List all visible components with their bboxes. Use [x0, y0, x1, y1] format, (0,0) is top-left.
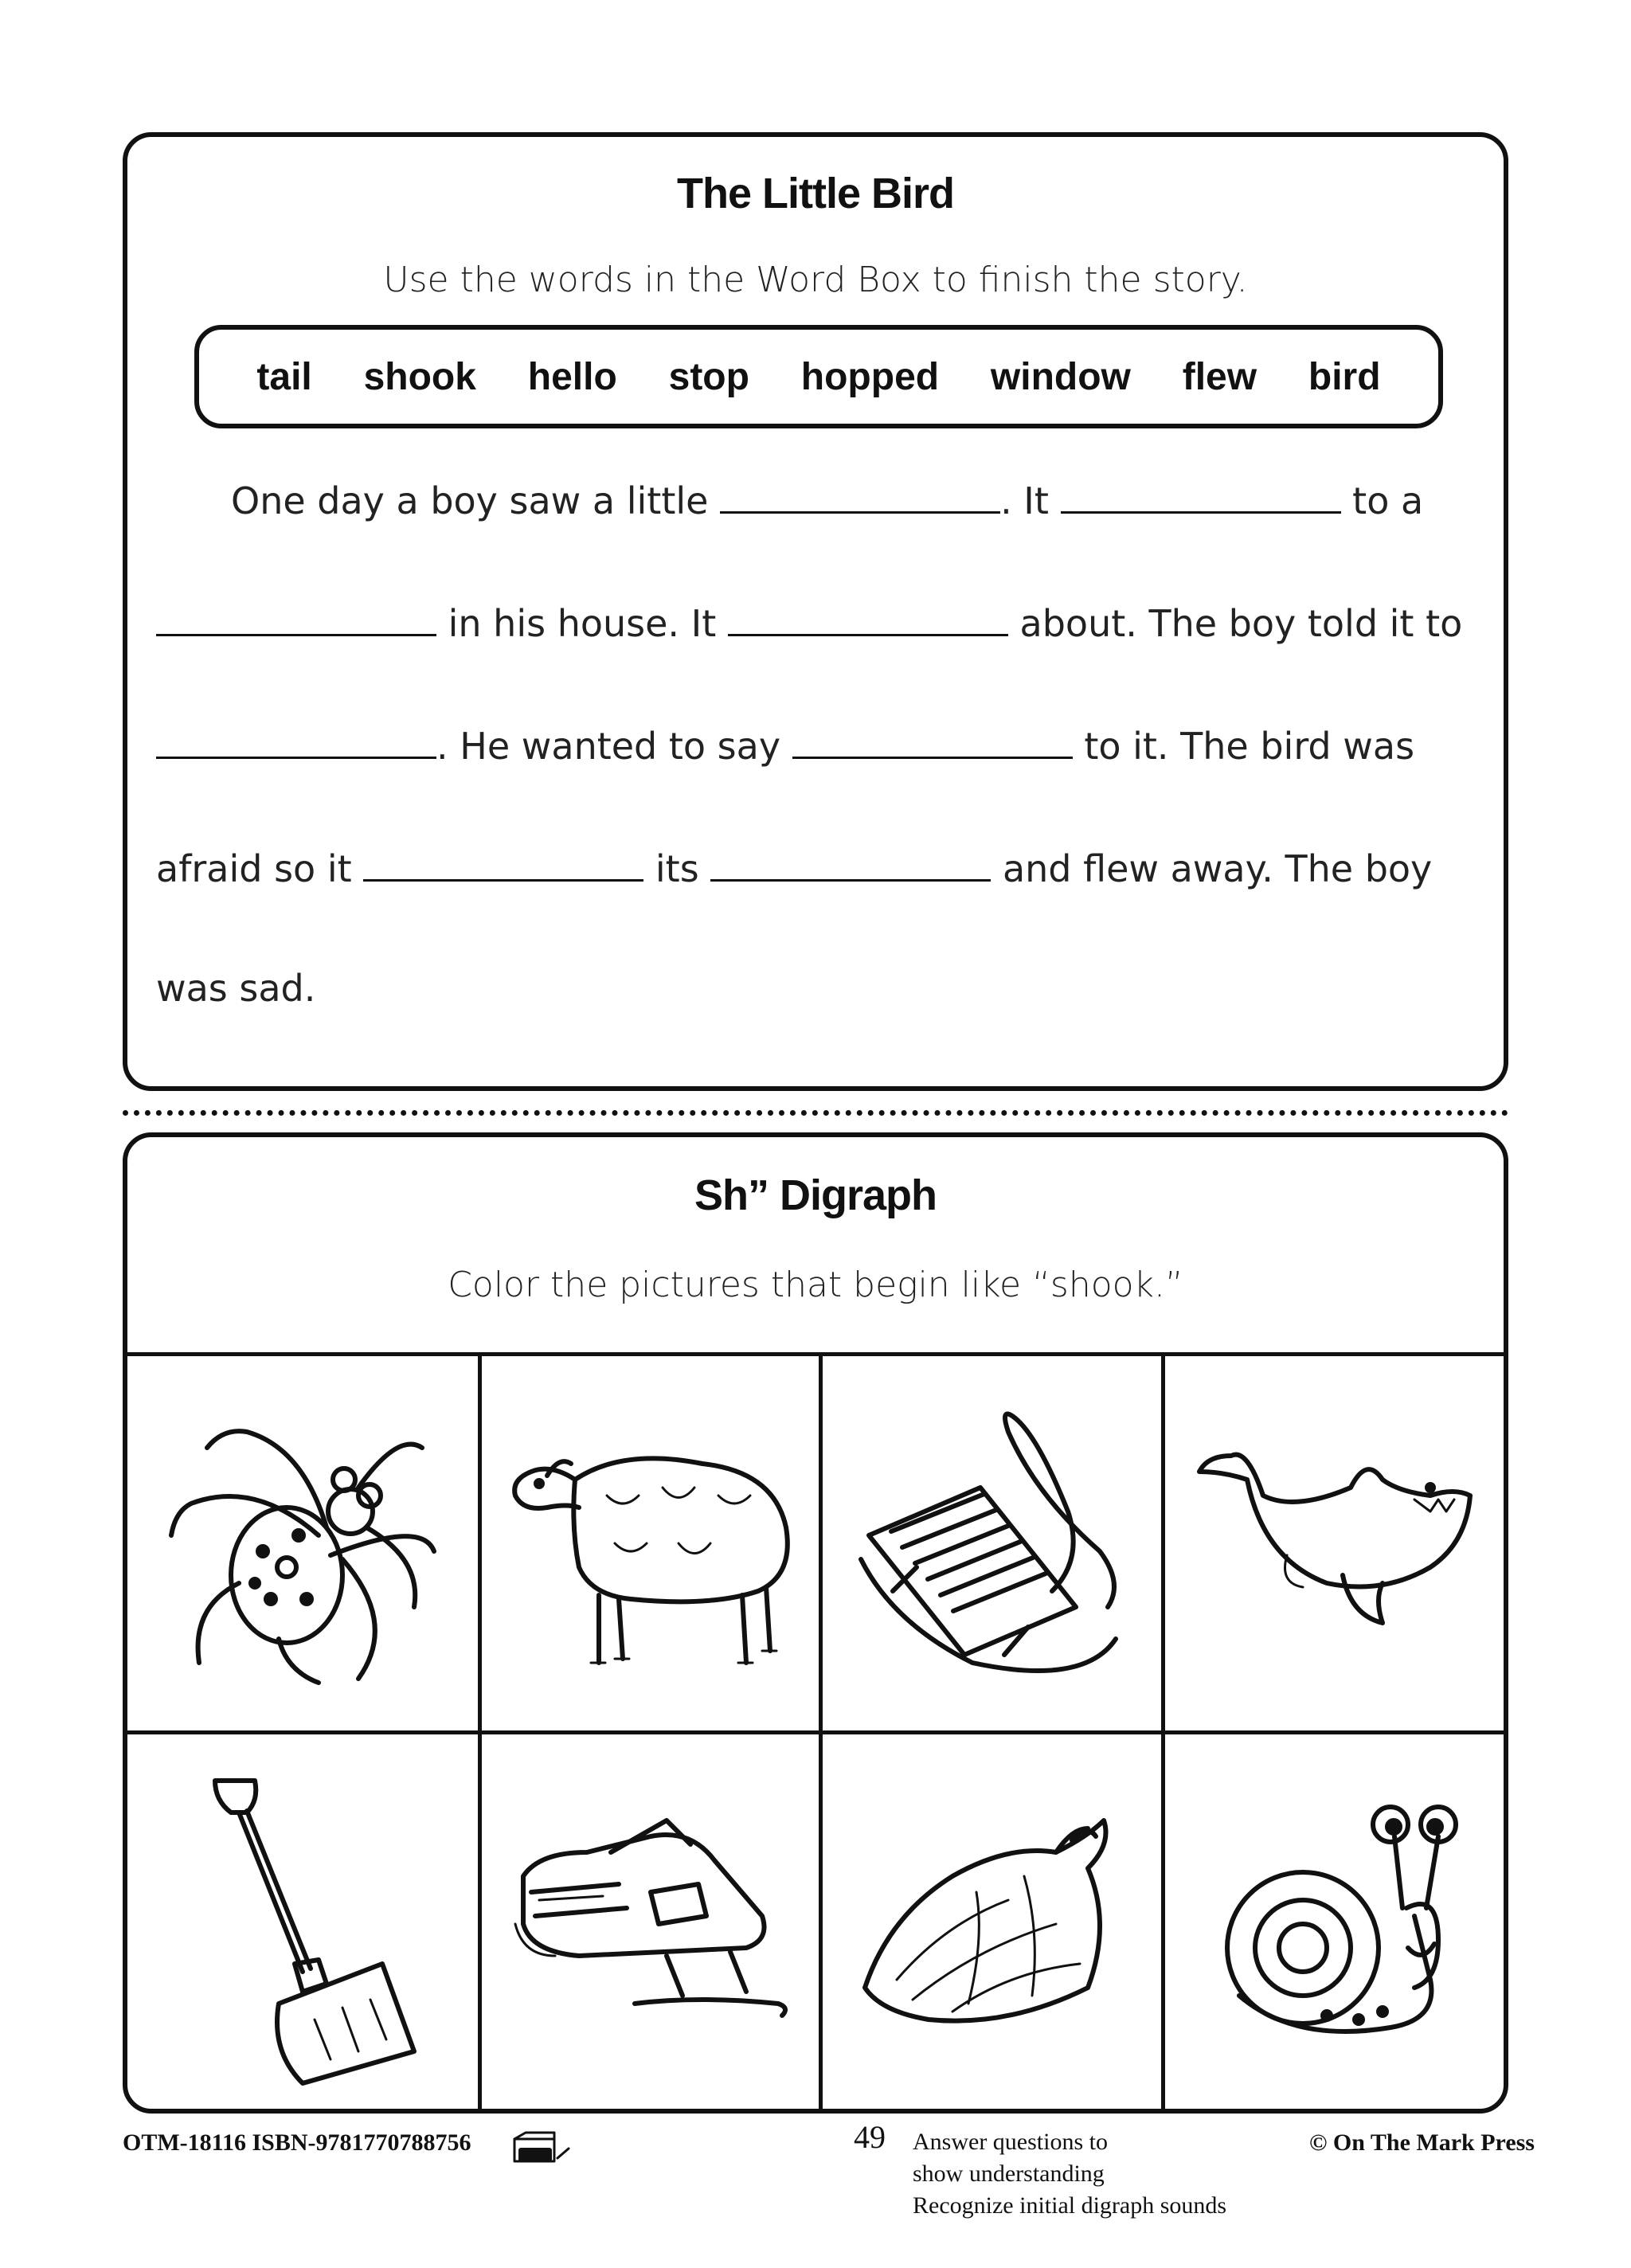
- snowmobile-icon: [507, 1805, 794, 2043]
- story-text: . It: [1000, 479, 1049, 522]
- sheep-icon: [503, 1408, 798, 1679]
- word-box-word: tail: [256, 355, 312, 398]
- dotted-divider: [123, 1110, 1508, 1116]
- story-text: about. The boy told it to: [1019, 602, 1463, 645]
- shovel-icon: [183, 1765, 422, 2083]
- shell-icon: [849, 1805, 1136, 2043]
- product-code: OTM-18116 ISBN-9781770788756: [123, 2129, 471, 2156]
- word-box: [194, 325, 1443, 428]
- picture-cell[interactable]: [482, 1734, 819, 2113]
- picture-cell[interactable]: [823, 1356, 1161, 1730]
- answer-blank[interactable]: [720, 476, 1000, 514]
- story-text: afraid so it: [156, 847, 352, 890]
- spider-icon: [159, 1400, 446, 1687]
- story-line: [156, 599, 1472, 645]
- word-box-word: flew: [1182, 355, 1257, 398]
- word-box-word: window: [990, 355, 1131, 398]
- story-line: [156, 721, 1472, 768]
- story-line: [156, 967, 1472, 1010]
- answer-blank[interactable]: [792, 721, 1073, 759]
- picture-cell[interactable]: [1165, 1734, 1504, 2113]
- answer-blank[interactable]: [728, 599, 1008, 636]
- story-instruction: Use the words in the Word Box to finish the story.: [383, 260, 1248, 300]
- story-line: [231, 476, 1472, 522]
- story-text: and flew away. The boy: [1002, 847, 1433, 890]
- digraph-instruction: Color the pictures that begin like “shook.”: [448, 1265, 1183, 1305]
- story-text: One day a boy saw a little: [231, 479, 709, 522]
- picture-grid: [127, 1352, 1504, 2113]
- publisher: © On The Mark Press: [1309, 2129, 1535, 2156]
- objective-line: Recognize initial digraph sounds: [913, 2192, 1227, 2219]
- story-line: [156, 844, 1472, 890]
- picture-cell[interactable]: [127, 1356, 478, 1730]
- picture-cell[interactable]: [127, 1734, 478, 2113]
- digraph-title: Sh” Digraph: [694, 1171, 937, 1219]
- sled-icon: [845, 1400, 1140, 1687]
- answer-blank[interactable]: [363, 844, 643, 882]
- answer-blank[interactable]: [156, 721, 436, 759]
- objective-line: show understanding: [913, 2160, 1105, 2187]
- answer-blank[interactable]: [1061, 476, 1341, 514]
- objective-line: Answer questions to: [913, 2129, 1108, 2155]
- picture-cell[interactable]: [482, 1356, 819, 1730]
- story-text: to it. The bird was: [1084, 725, 1415, 768]
- picture-cell[interactable]: [823, 1734, 1161, 2113]
- shark-icon: [1191, 1424, 1478, 1663]
- story-title: The Little Bird: [677, 170, 954, 217]
- word-box-word: hello: [527, 355, 617, 398]
- story-text: was sad.: [156, 967, 316, 1010]
- page-footer: [0, 2118, 1631, 2268]
- word-box-word: bird: [1308, 355, 1381, 398]
- book-logo-icon: [510, 2126, 573, 2164]
- picture-cell[interactable]: [1165, 1356, 1504, 1730]
- word-box-word: shook: [363, 355, 476, 398]
- story-text: in his house. It: [448, 602, 717, 645]
- answer-blank[interactable]: [156, 599, 436, 636]
- objectives: [913, 2126, 1226, 2222]
- word-box-word: hopped: [800, 355, 940, 398]
- story-text: to a: [1352, 479, 1424, 522]
- page-number: 49: [854, 2119, 886, 2155]
- word-box-word: stop: [668, 355, 749, 398]
- story-text: its: [655, 847, 699, 890]
- story-section: [123, 132, 1508, 1091]
- digraph-section: [123, 1132, 1508, 2114]
- answer-blank[interactable]: [710, 844, 991, 882]
- snail-icon: [1199, 1789, 1470, 2059]
- story-text: . He wanted to say: [436, 725, 781, 768]
